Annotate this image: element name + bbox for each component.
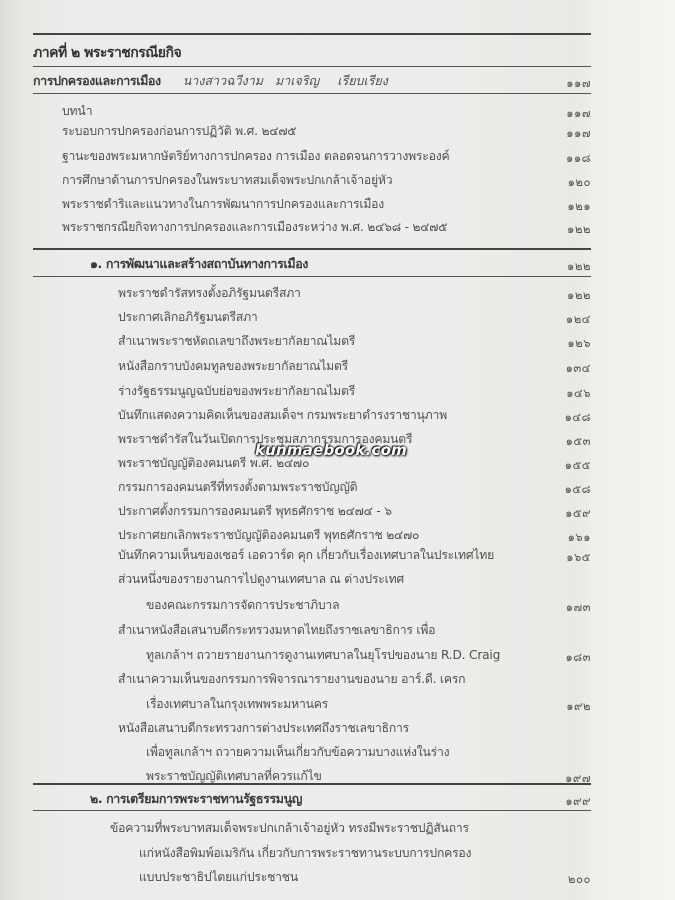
section-1-title: ๑. การพัฒนาและสร้างสถาบันทางการเมือง bbox=[90, 256, 309, 271]
entry-page: ๑๙๗ bbox=[565, 771, 591, 785]
top-rule bbox=[33, 33, 591, 35]
page-fold-edge bbox=[638, 0, 675, 900]
toc-entry bbox=[118, 525, 419, 545]
entry-title: สำเนาพระราชหัตถเลขาถึงพระยากัลยาณไมตรี bbox=[118, 333, 356, 348]
toc-entry bbox=[118, 620, 435, 640]
entry-page: ๑๖๑ bbox=[567, 530, 591, 544]
entry-title-cont: เรื่องเทศบาลในกรุงเทพพระมหานคร bbox=[146, 696, 329, 711]
editor-name: นางสาวฉวีงาม bbox=[182, 73, 263, 88]
entry-title: บันทึกความเห็นของเซอร์ เอดวาร์ด คุก เกี่ยวกับเรื่องเทศบาลในประเทศไทย bbox=[118, 547, 495, 562]
rule bbox=[33, 276, 591, 277]
entry-page: ๑๒๐ bbox=[567, 175, 591, 189]
toc-entry-continuation bbox=[146, 742, 449, 762]
entry-title: พระราชกรณียกิจทางการปกครองและการเมืองระหว่าง พ.ศ. ๒๔๖๘ - ๒๔๗๕ bbox=[62, 219, 448, 234]
chapter-title: การปกครองและการเมือง bbox=[33, 73, 161, 88]
entry-title: ฐานะของพระมหากษัตริย์ทางการปกครอง การเมือง ตลอดจนการวางพระองค์ bbox=[62, 148, 450, 163]
part-label: ภาคที่ ๒ พระราชกรณียกิจ bbox=[33, 45, 182, 61]
toc-entry-continuation bbox=[146, 595, 339, 615]
entry-title-cont: เพื่อทูลเกล้าฯ ถวายความเห็นเกี่ยวกับข้อความบางแห่งในร่าง bbox=[146, 744, 450, 759]
entry-page: ๑๑๗ bbox=[566, 126, 591, 140]
entry-title: กรรมการองคมนตรีที่ทรงตั้งตามพระราชบัญญัติ bbox=[118, 479, 358, 494]
entry-page: ๑๑๘ bbox=[566, 151, 591, 165]
entry-page: ๑๒๒ bbox=[567, 288, 591, 302]
entry-title: ส่วนหนึ่งของรายงานการไปดูงานเทศบาล ณ ต่างประเทศ bbox=[118, 571, 404, 586]
editor-surname: มาเจริญ bbox=[274, 73, 320, 88]
entry-title: ระบอบการปกครองก่อนการปฏิวัติ พ.ศ. ๒๔๗๕ bbox=[62, 123, 297, 138]
section-1-heading bbox=[90, 254, 308, 274]
entry-page: ๑๕๘ bbox=[564, 482, 591, 496]
section-rule bbox=[33, 783, 591, 785]
toc-entry bbox=[62, 170, 392, 190]
entry-page: ๑๖๕ bbox=[566, 550, 591, 564]
entry-title: พระราชดำรัสในวันเปิดการประชุมสภากรรมการองคมนตรี bbox=[118, 431, 413, 446]
toc-entry-continuation bbox=[146, 645, 500, 665]
toc-entry bbox=[118, 569, 404, 589]
toc-entry bbox=[62, 101, 92, 121]
entry-title: หนังสือกราบบังคมทูลของพระยากัลยาณไมตรี bbox=[118, 358, 349, 373]
entry-title: การศึกษาด้านการปกครองในพระบาทสมเด็จพระปกเกล้าเจ้าอยู่หัว bbox=[62, 172, 393, 187]
entry-page: ๑๕๙ bbox=[565, 506, 591, 520]
section-2-title: ๒. การเตรียมการพระราชทานรัฐธรรมนูญ bbox=[90, 791, 303, 806]
toc-entry bbox=[118, 545, 494, 565]
entry-title-cont: ของคณะกรรมการจัดการประชาภิบาล bbox=[146, 597, 340, 612]
entry-title: หนังสือเสนาบดีกระทรวงการต่างประเทศถึงราชเลขาธิการ bbox=[118, 720, 409, 735]
toc-entry bbox=[62, 121, 296, 141]
toc-entry bbox=[118, 381, 355, 401]
toc-entry bbox=[110, 818, 469, 838]
entry-page: ๑๔๖ bbox=[566, 386, 591, 400]
toc-entry bbox=[62, 146, 449, 166]
rule bbox=[33, 93, 591, 94]
rule bbox=[33, 66, 591, 67]
part-heading bbox=[33, 43, 181, 63]
entry-title: บทนำ bbox=[62, 103, 93, 118]
rule bbox=[33, 810, 591, 811]
entry-title: บันทึกแสดงความคิดเห็นของสมเด็จฯ กรมพระยาดำรงราชานุภาพ bbox=[118, 407, 447, 422]
entry-page: ๑๒๖ bbox=[567, 336, 591, 350]
entry-title: พระราชดำริและแนวทางในการพัฒนาการปกครองและการเมือง bbox=[62, 196, 385, 211]
entry-title: ร่างรัฐธรรมนูญฉบับย่อของพระยากัลยาณไมตรี bbox=[118, 383, 356, 398]
toc-entry bbox=[62, 217, 447, 237]
entry-page: ๑๕๓ bbox=[565, 434, 591, 448]
watermark: kunmaebook.com bbox=[255, 441, 407, 459]
toc-entry bbox=[118, 405, 447, 425]
entry-page: ๒๐๐ bbox=[567, 872, 591, 886]
entry-title-cont: แก่หนังสือพิมพ์อเมริกัน เกี่ยวกับการพระราชทานระบบการปกครอง bbox=[139, 845, 472, 860]
entry-page: ๑๙๒ bbox=[566, 699, 591, 713]
chapter-page: ๑๑๗ bbox=[566, 76, 591, 90]
entry-page: ๑๓๔ bbox=[565, 361, 591, 375]
entry-page: ๑๒๒ bbox=[567, 222, 591, 236]
toc-entry bbox=[118, 718, 409, 738]
toc-entry-continuation bbox=[139, 867, 298, 887]
entry-title: ประกาศตั้งกรรมการองคมนตรี พุทธศักราช ๒๔๗๔ - ๖ bbox=[118, 503, 392, 518]
entry-page: ๑๑๗ bbox=[566, 106, 591, 120]
editor-role: เรียบเรียง bbox=[337, 73, 388, 88]
toc-entry-continuation bbox=[146, 694, 328, 714]
entry-title: พระราชบัญญัติองคมนตรี พ.ศ. ๒๔๗๐ bbox=[118, 455, 310, 470]
entry-title-cont: พระราชบัญญัติเทศบาลที่ควรแก้ไข bbox=[146, 768, 322, 783]
entry-page: ๑๕๕ bbox=[564, 458, 591, 472]
entry-page: ๑๘๓ bbox=[565, 650, 591, 664]
section-1-page: ๑๒๒ bbox=[567, 259, 591, 273]
entry-title: ข้อความที่พระบาทสมเด็จพระปกเกล้าเจ้าอยู่หัว ทรงมีพระราชปฏิสันถาร bbox=[110, 820, 469, 835]
toc-entry bbox=[118, 283, 301, 303]
toc-entry bbox=[118, 331, 355, 351]
toc-entry bbox=[118, 356, 348, 376]
chapter-heading bbox=[33, 71, 388, 91]
toc-entry bbox=[118, 477, 357, 497]
section-2-heading bbox=[90, 789, 302, 809]
entry-page: ๑๗๓ bbox=[565, 600, 591, 614]
entry-page: ๑๒๑ bbox=[567, 199, 591, 213]
toc-entry bbox=[118, 501, 392, 521]
toc-entry bbox=[62, 194, 384, 214]
toc-entry bbox=[118, 307, 258, 327]
entry-page: ๑๒๔ bbox=[565, 312, 591, 326]
toc-entry-continuation bbox=[139, 843, 471, 863]
entry-title-cont: แบบประชาธิปไตยแก่ประชาชน bbox=[139, 869, 299, 884]
section-2-page: ๑๙๙ bbox=[565, 794, 591, 808]
entry-title-cont: ทูลเกล้าฯ ถวายรายงานการดูงานเทศบาลในยุโรปของนาย R.D. Craig bbox=[146, 647, 501, 662]
entry-title: พระราชดำรัสทรงตั้งอภิรัฐมนตรีสภา bbox=[118, 285, 301, 300]
entry-title: สำเนาหนังสือเสนาบดีกระทรวงมหาดไทยถึงราชเลขาธิการ เพื่อ bbox=[118, 622, 436, 637]
toc-entry bbox=[118, 669, 465, 689]
entry-title: ประกาศเลิกอภิรัฐมนตรีสภา bbox=[118, 309, 258, 324]
entry-page: ๑๔๘ bbox=[564, 410, 591, 424]
entry-title: ประกาศยกเลิกพระราชบัญญัติองคมนตรี พุทธศักราช ๒๔๗๐ bbox=[118, 527, 420, 542]
section-rule bbox=[33, 248, 591, 250]
entry-title: สำเนาความเห็นของกรรมการพิจารณารายงานของนาย อาร์.ดี. เครก bbox=[118, 671, 466, 686]
